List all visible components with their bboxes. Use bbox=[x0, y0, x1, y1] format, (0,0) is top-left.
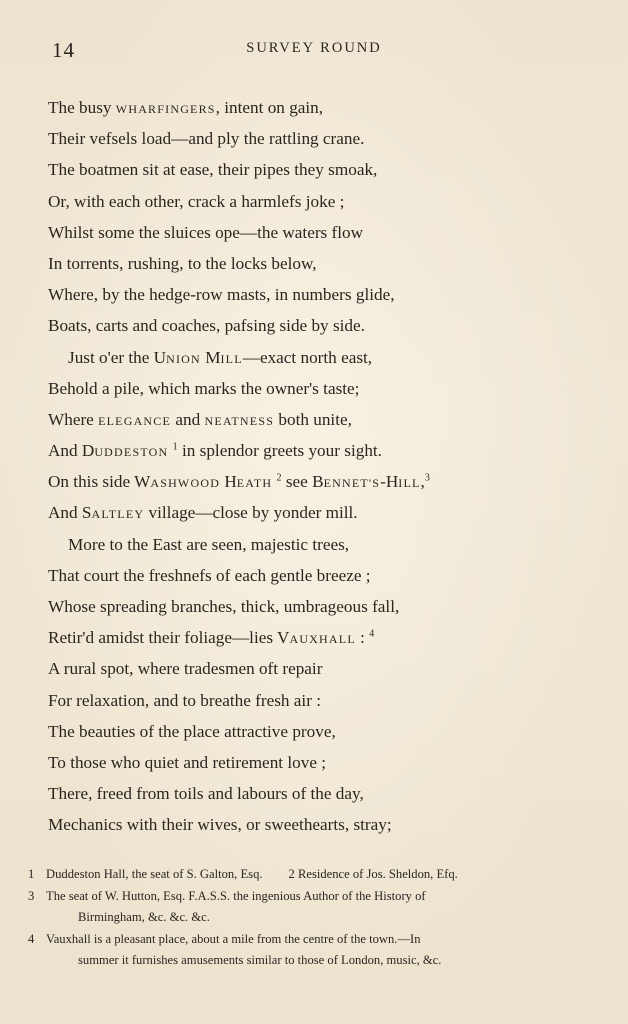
running-head: SURVEY ROUND bbox=[246, 40, 382, 56]
footnote-ref-3: 3 bbox=[424, 472, 430, 484]
verse-line-17: Whose spreading branches, thick, umbrageous fall, bbox=[48, 597, 400, 616]
verse-line-1: The busy WHARFINGERS, intent on gain, bbox=[48, 98, 324, 117]
footnotes bbox=[28, 864, 588, 972]
verse-line-8: Boats, carts and coaches, pafsing side by side. bbox=[48, 316, 365, 336]
footnote-3 bbox=[28, 886, 588, 908]
footnote-text: Residence of Jos. Sheldon, Efq. bbox=[297, 867, 458, 881]
poem bbox=[48, 92, 608, 841]
page-number: 14 bbox=[52, 38, 75, 62]
verse-line-3: The boatmen sit at ease, their pipes they smoak, bbox=[48, 160, 378, 180]
footnote-text: Vauxhall is a pleasant place, about a mile from the centre of the town.—In bbox=[46, 931, 421, 946]
verse-line-18: Retir'd amidst their foliage—lies VAUXHALL : $^4$ bbox=[48, 628, 375, 648]
footnote-number: 4 bbox=[28, 931, 35, 946]
verse-line-24: Mechanics with their wives, or sweethearts, stray; bbox=[48, 815, 392, 835]
verse-line-11: Where ELEGANCE and NEATNESS both unite, bbox=[48, 409, 352, 429]
verse-line-7: Where, by the hedge-row masts, in numbers glide, bbox=[48, 285, 395, 305]
verse-line-5: Whilst some the sluices ope—the waters flow bbox=[48, 222, 364, 242]
verse-line-20: For relaxation, and to breathe fresh air : bbox=[48, 690, 321, 710]
footnote-ref-1: 1 bbox=[172, 441, 178, 453]
verse-line-9: Just o'er the UNION MILL—exact north east, bbox=[68, 347, 373, 367]
verse-line-4: Or, with each other, crack a harmlefs joke ; bbox=[48, 191, 345, 211]
verse-line-2: Their vefsels load—and ply the rattling crane. bbox=[48, 129, 365, 149]
verse-line-14: And SALTLEY village—close by yonder mill. bbox=[48, 503, 358, 523]
verse-line-21: The beauties of the place attractive prove, bbox=[48, 721, 336, 741]
verse-line-22: To those who quiet and retirement love ; bbox=[48, 752, 327, 772]
footnote-number: 3 bbox=[28, 888, 35, 903]
verse-line-23: There, freed from toils and labours of the day, bbox=[48, 784, 364, 804]
footnote-4 bbox=[28, 929, 588, 951]
verse-line-15: More to the East are seen, majestic trees, bbox=[68, 534, 350, 554]
verse-line-13: On this side WASHWOOD HEATH $^2$ see BENNET'S-HILL,$^3$ bbox=[48, 472, 430, 492]
footnote-text: The seat of W. Hutton, Esq. F.A.S.S. the ingenious Author of the History of bbox=[46, 888, 426, 903]
footnote-4-continuation: summer it furnishes amusements similar to those of London, music, &c. bbox=[78, 953, 442, 967]
verse-line-10: Behold a pile, which marks the owner's taste; bbox=[48, 378, 360, 398]
footnote-text: Duddeston Hall, the seat of S. Galton, Esq. bbox=[46, 867, 263, 881]
verse-line-16: That court the freshnefs of each gentle breeze ; bbox=[48, 565, 371, 585]
footnote-3-continuation: Birmingham, &c. &c. &c. bbox=[78, 910, 210, 924]
footnote-ref-4: 4 bbox=[369, 628, 375, 640]
verse-line-12: And DUDDESTON $^1$ in splendor greets your sight. bbox=[48, 441, 382, 461]
verse-line-19: A rural spot, where tradesmen oft repair bbox=[48, 659, 323, 679]
page-header bbox=[0, 38, 628, 62]
verse-line-6: In torrents, rushing, to the locks below, bbox=[48, 253, 317, 273]
footnote-1-2 bbox=[28, 864, 588, 886]
footnote-number: 2 bbox=[288, 867, 295, 881]
footnote-ref-2: 2 bbox=[276, 472, 282, 484]
footnote-number: 1 bbox=[28, 867, 35, 881]
